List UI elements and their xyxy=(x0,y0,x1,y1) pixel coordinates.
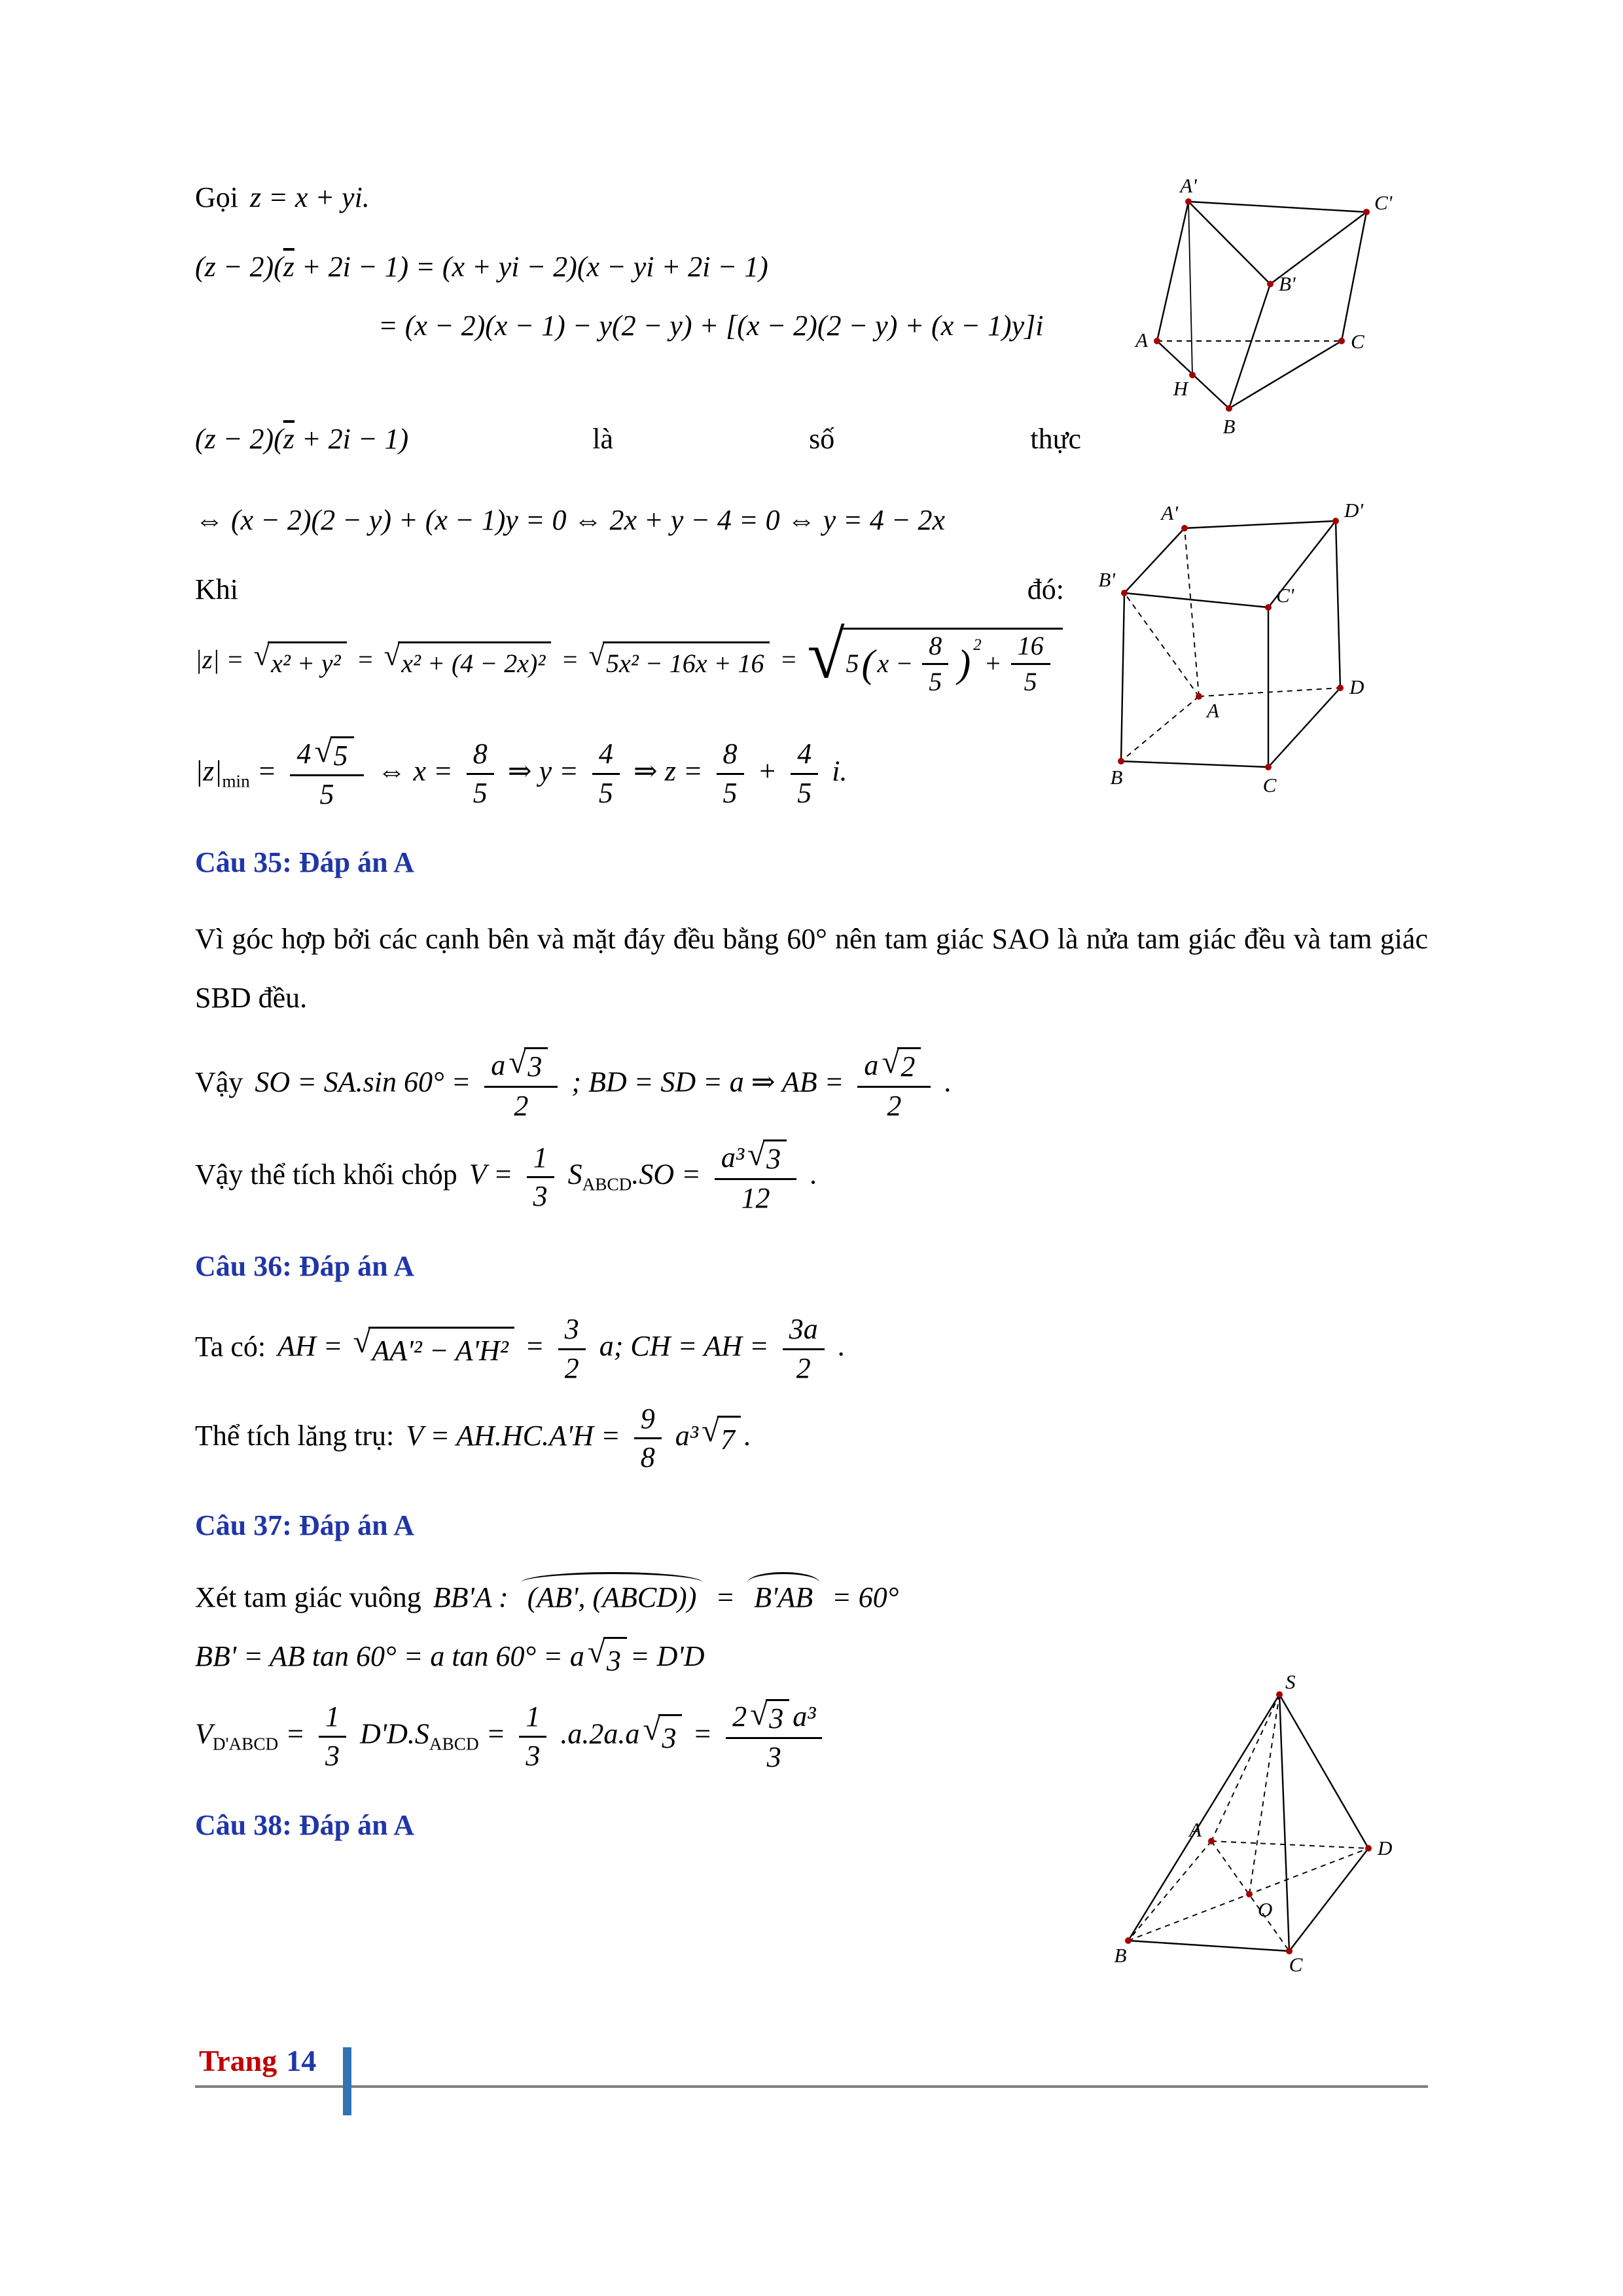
cube-figure xyxy=(1098,499,1366,797)
paragraph-text: Vì góc hợp bởi các cạnh bên và mặt đáy đều bằng 60° nên tam giác SAO là nửa tam giác đều và tam giác SBD đều. xyxy=(195,922,1428,1014)
formula-part: (z − 2)( xyxy=(195,250,283,283)
radicand: AA'² − A'H² xyxy=(368,1327,514,1372)
formula-v-prism: V = AH.HC.A'H = xyxy=(406,1419,620,1452)
radical-sign: √ xyxy=(750,1695,768,1732)
right-paren: ) xyxy=(957,642,971,686)
text-goi: Gọi xyxy=(195,181,238,213)
radical xyxy=(508,1044,548,1084)
abcd-subscript: ABCD xyxy=(582,1174,632,1194)
heading-cau-38: Câu 38: Đáp án A xyxy=(195,1808,414,1841)
fraction: $\frac{4}{5}$ xyxy=(592,738,620,810)
radical-sign: √ xyxy=(253,639,270,672)
equals: = xyxy=(692,1717,713,1750)
radical xyxy=(353,1323,514,1372)
vertex-label-a-prime: A' xyxy=(1161,501,1178,524)
plus: + xyxy=(757,755,777,787)
vertex-label-b: B xyxy=(1222,415,1236,438)
radicand: 3 xyxy=(658,1714,682,1759)
vertex-label-c: C xyxy=(1289,1953,1303,1976)
equals: = xyxy=(356,644,374,674)
formula-ah: AH = xyxy=(277,1330,343,1363)
pyramid-solid-edges xyxy=(1128,1695,1368,1951)
vertex-label-d-prime: D' xyxy=(1344,499,1364,522)
formula-part: + 2i − 1) = (x + yi − 2)(x − yi + 2i − 1) xyxy=(294,250,768,283)
vertex-label-h: H xyxy=(1173,377,1188,400)
radicand: 7 xyxy=(717,1416,741,1461)
fraction: 2 √ 3 a³ 3 xyxy=(726,1699,822,1774)
radical-tall xyxy=(807,617,1062,697)
angle-overarc: (AB', (ABCD)) xyxy=(521,1572,704,1619)
pyramid-hidden-edges xyxy=(1128,1695,1368,1951)
prism-height-segment xyxy=(1188,202,1192,375)
radicand: 3 xyxy=(524,1047,548,1084)
cau35-line-volume xyxy=(195,1136,1428,1215)
equals: = xyxy=(715,1581,736,1614)
vertex-label-b: B xyxy=(1114,1944,1127,1967)
formula-v: V = xyxy=(469,1158,513,1191)
i-dot: i. xyxy=(832,755,847,787)
equals: = xyxy=(525,1330,544,1363)
cau36-line-ah xyxy=(195,1313,1428,1385)
plus: + xyxy=(984,649,1002,679)
v-symbol: V xyxy=(195,1717,213,1750)
radical xyxy=(882,1044,921,1084)
text-the-tich-lang-tru: Thể tích lăng trụ: xyxy=(195,1419,395,1452)
fraction: $\frac{8}{5}$ xyxy=(922,631,948,697)
period: . xyxy=(838,1330,846,1363)
formula-z-def: z = x + yi. xyxy=(250,181,370,213)
text-xet-tam-giac: Xét tam giác vuông xyxy=(195,1581,421,1614)
vertex-label-c-prime: C' xyxy=(1374,191,1393,214)
cau35-line-so xyxy=(195,1044,1428,1122)
radicand: x² + y² xyxy=(268,641,346,683)
formula-part: = (x − 2)(x − 1) − y(2 − y) + [(x − 2)(2 − y) + (x − 1)y]i xyxy=(378,309,1044,342)
vertex-label-b: B xyxy=(1110,766,1123,789)
prism-figure xyxy=(1135,174,1400,438)
fraction: $\frac{9}{8}$ xyxy=(634,1403,662,1475)
period: . xyxy=(810,1158,818,1191)
radical xyxy=(701,1412,741,1461)
s-symbol: S xyxy=(567,1158,582,1191)
numerator: 2 √ 3 a³ xyxy=(726,1699,822,1740)
text-the-tich: Vậy thể tích khối chóp xyxy=(195,1158,457,1191)
pyramid-vertex-dots xyxy=(1125,1691,1372,1954)
equals: = xyxy=(486,1717,506,1750)
cube-hidden-edges xyxy=(1121,528,1340,761)
formula-bba: BB'A : xyxy=(433,1581,508,1614)
footer-blue-bar xyxy=(343,2047,351,2115)
radicand: 5 xyxy=(330,736,354,773)
radical xyxy=(587,1633,627,1682)
footer-trang-label: Trang xyxy=(199,2044,277,2077)
radicand: 3 xyxy=(766,1699,789,1736)
numerator: a √ 3 xyxy=(484,1047,558,1088)
fraction: $\frac{8}{5}$ xyxy=(467,738,494,810)
prism-svg xyxy=(1135,174,1400,438)
fraction: $\frac{3}{2}$ xyxy=(558,1313,586,1385)
vertex-label-b-prime: B' xyxy=(1279,272,1296,295)
fraction: $\frac{1}{3}$ xyxy=(519,1700,546,1772)
vertex-label-o: O xyxy=(1258,1898,1273,1921)
radical-sign: √ xyxy=(643,1710,661,1747)
text-ta-co: Ta có: xyxy=(195,1330,266,1363)
period: . xyxy=(744,1419,752,1452)
z-conjugate: $\overline{z}$ xyxy=(283,250,294,283)
footer-page-number: 14 xyxy=(286,2044,317,2077)
vertex-label-d: D xyxy=(1378,1837,1393,1859)
coef: 5 xyxy=(846,649,859,679)
fraction: $\frac{3a}{2}$ xyxy=(783,1313,825,1385)
x-minus: x − xyxy=(877,649,914,679)
left-paren: ( xyxy=(861,642,875,686)
exponent-2: 2 xyxy=(973,636,982,654)
radical xyxy=(643,1710,682,1759)
fraction: $\frac{16}{5}$ xyxy=(1011,631,1050,697)
radical xyxy=(384,641,552,683)
heading-cau-35: Câu 35: Đáp án A xyxy=(195,846,414,878)
radicand: 3 xyxy=(603,1637,627,1682)
cau36-line-volume xyxy=(195,1403,1428,1475)
formula-part: ⇔ (x − 2)(2 − y) + (x − 1)y = 0 ⇔ 2x + y − 4 = 0 ⇔ y = 4 − 2x xyxy=(195,504,946,537)
formula-so-eq: .SO = xyxy=(632,1158,701,1191)
page-footer xyxy=(199,2043,316,2078)
z-conjugate: $\overline{z}$ xyxy=(283,423,294,456)
numerator: a³ √ 3 xyxy=(715,1139,796,1180)
numerator: 4 √ 5 xyxy=(290,736,363,777)
abs-z: |z| = xyxy=(195,644,244,674)
radicand: 3 xyxy=(763,1139,787,1176)
min-subscript: min xyxy=(222,771,250,791)
fraction: $\frac{1}{3}$ xyxy=(527,1141,554,1213)
fraction: $\frac{8}{5}$ xyxy=(717,738,744,810)
pyramid-svg xyxy=(1092,1668,1393,1976)
vertex-label-c: C xyxy=(1351,330,1364,353)
radical-sign: √ xyxy=(701,1412,720,1449)
heading-cau-36: Câu 36: Đáp án A xyxy=(195,1249,414,1282)
equals: = xyxy=(561,644,579,674)
radical xyxy=(588,641,770,683)
word-thuc: thực xyxy=(1030,423,1081,456)
radical-sign: √ xyxy=(508,1044,527,1081)
radical-sign: √ xyxy=(588,639,605,672)
vertex-label-c-prime: C' xyxy=(1276,584,1294,607)
cau37-line-angle xyxy=(195,1572,1428,1619)
word-do: đó: xyxy=(1027,573,1064,605)
abcd-subscript: ABCD xyxy=(429,1734,479,1754)
formula-a2a: .a.2a.a xyxy=(560,1717,640,1750)
fraction: a √ 2 2 xyxy=(857,1047,931,1122)
fraction: a √ 3 2 xyxy=(484,1047,558,1122)
vertex-label-c: C xyxy=(1262,774,1277,797)
equals: = xyxy=(257,755,277,787)
radical-sign: √ xyxy=(383,639,401,672)
vertex-label-a: A xyxy=(1189,1818,1202,1841)
fraction: 4 √ 5 5 xyxy=(290,736,363,812)
equals: = xyxy=(779,644,798,674)
fraction: $\frac{1}{3}$ xyxy=(319,1700,346,1772)
word-khi: Khi xyxy=(195,573,238,605)
cube-svg xyxy=(1098,499,1366,797)
vertex-label-a: A xyxy=(1135,329,1148,351)
vertex-label-a-prime: A' xyxy=(1180,174,1197,197)
line-khi-do xyxy=(195,569,1076,611)
radicand xyxy=(843,628,1063,697)
fraction: $\frac{4}{5}$ xyxy=(791,738,818,810)
radical xyxy=(254,641,347,683)
radical-sign: √ xyxy=(587,1633,605,1670)
numerator: a √ 2 xyxy=(857,1047,931,1088)
formula-dds: D'D.S xyxy=(359,1717,429,1750)
formula-z-expression: $(z - 2)(\overline{z} + 2i - 1)$ xyxy=(195,423,409,456)
equals-dd: = D'D xyxy=(630,1640,705,1673)
equals-60: = 60° xyxy=(832,1581,899,1614)
cube-solid-edges xyxy=(1121,521,1340,767)
implies-z: ⇒ z = xyxy=(633,755,703,787)
radical-sign: √ xyxy=(807,617,845,692)
dabcd-subscript: D'ABCD xyxy=(212,1734,279,1754)
formula-bd-sd: ; BD = SD = a ⇒ AB = xyxy=(571,1066,844,1098)
radicand: 5x² − 16x + 16 xyxy=(603,641,770,683)
radical-sign: √ xyxy=(747,1136,766,1173)
formula-ch: a; CH = AH = xyxy=(599,1330,769,1363)
radical-sign: √ xyxy=(353,1323,371,1359)
radical xyxy=(747,1136,787,1176)
cube-vertex-dots xyxy=(1118,518,1344,770)
a-cubed: a³ xyxy=(675,1419,698,1452)
formula-bb: BB' = AB tan 60° = a tan 60° = a xyxy=(195,1640,584,1673)
radicand: x² + (4 − 2x)² xyxy=(398,641,551,683)
line-la-so-thuc xyxy=(195,418,1093,460)
word-so: số xyxy=(809,423,835,456)
iff-x: ⇔ x = xyxy=(377,755,453,787)
equals: = xyxy=(285,1717,305,1750)
implies-y: ⇒ y = xyxy=(507,755,579,787)
heading-cau-37: Câu 37: Đáp án A xyxy=(195,1509,414,1541)
vertex-label-d: D xyxy=(1349,675,1364,698)
abs-z: |z| xyxy=(195,755,223,787)
vertex-label-s: S xyxy=(1285,1670,1296,1693)
fraction: a³ √ 3 12 xyxy=(715,1139,796,1215)
footer-rule xyxy=(195,2085,1428,2088)
vertex-label-a: A xyxy=(1207,699,1219,722)
word-vay: Vậy xyxy=(195,1066,243,1098)
radical xyxy=(314,732,353,773)
formula-so: SO = SA.sin 60° = xyxy=(255,1066,471,1098)
radicand: 2 xyxy=(897,1047,921,1084)
pyramid-figure xyxy=(1092,1668,1393,1976)
angle-overarc: B'AB xyxy=(747,1572,819,1619)
radical-sign: √ xyxy=(314,732,332,769)
word-la: là xyxy=(592,423,614,456)
cau35-paragraph xyxy=(195,910,1428,1028)
radical-sign: √ xyxy=(882,1044,900,1081)
radical xyxy=(750,1695,789,1736)
period: . xyxy=(944,1066,952,1098)
prism-solid-edges xyxy=(1157,202,1366,408)
vertex-label-b-prime: B' xyxy=(1098,568,1115,591)
